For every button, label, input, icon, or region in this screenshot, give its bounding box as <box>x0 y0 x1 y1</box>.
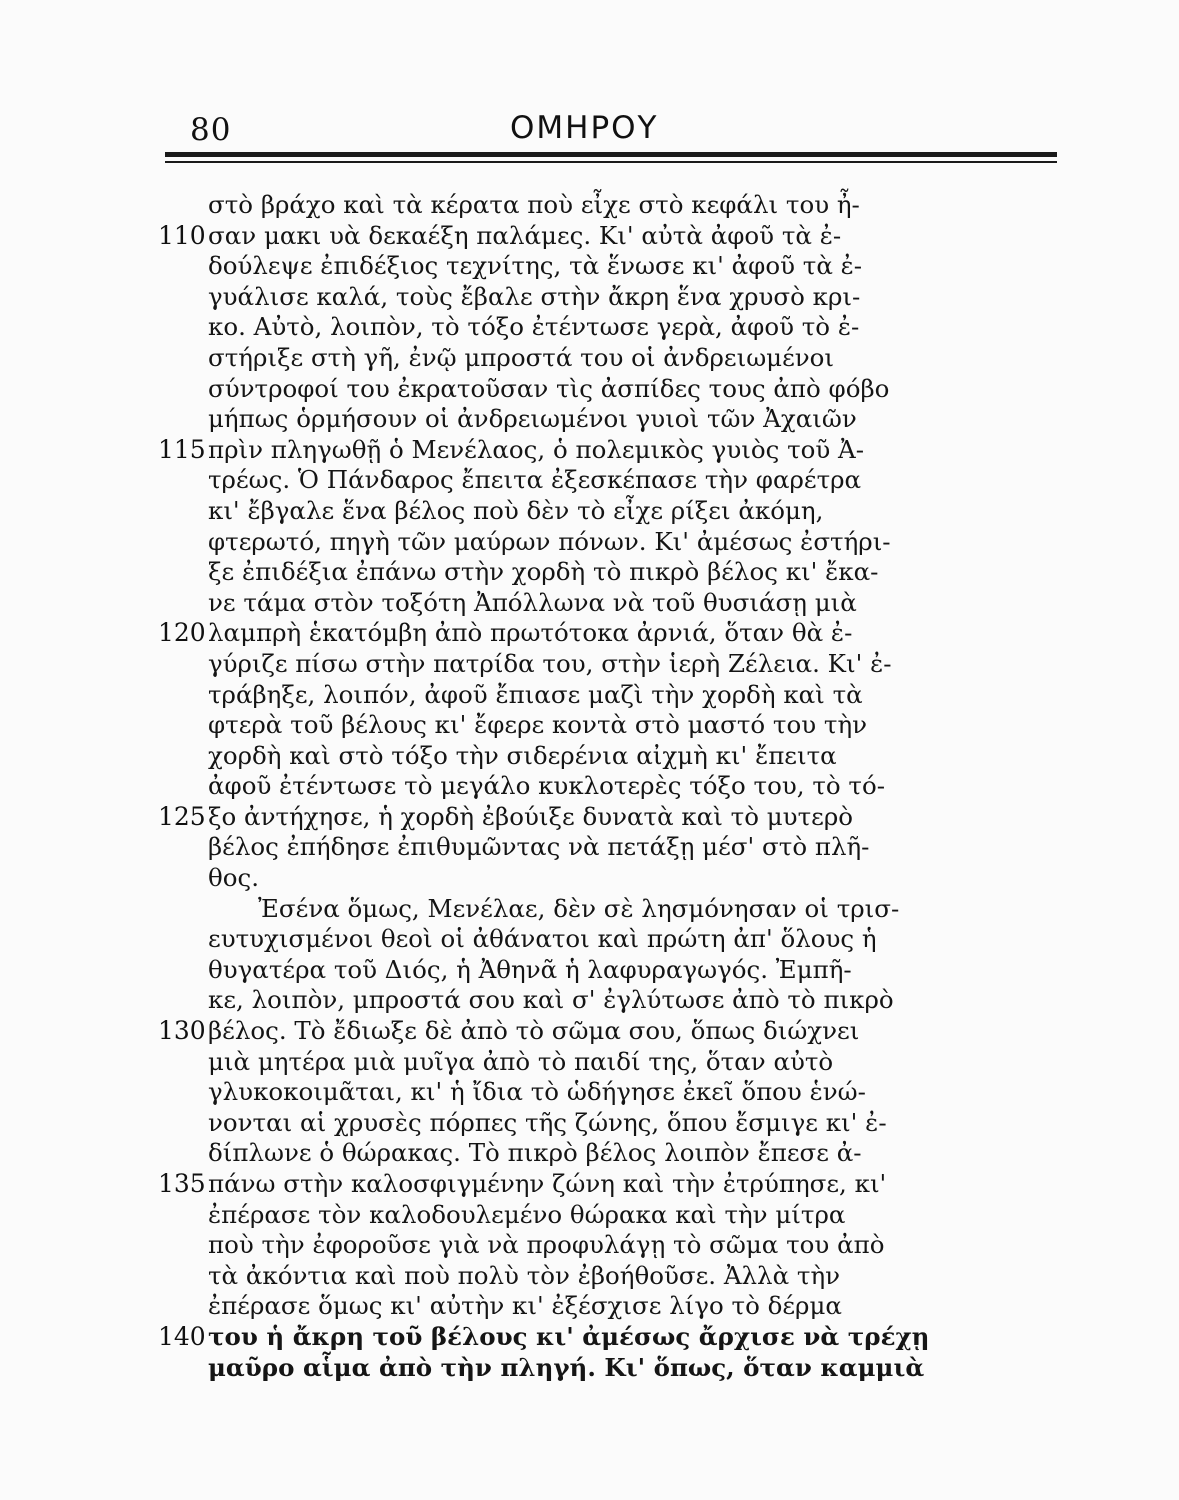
text-line <box>150 1138 1050 1169</box>
text-line <box>150 1200 1050 1231</box>
line-text: τράβηξε, λοιπόν, ἀφοῦ ἔπιασε μαζὶ τὴν χορδὴ καὶ τὰ <box>208 679 863 709</box>
line-text: Ἐσένα ὅμως, Μενέλαε, δὲν σὲ λησμόνησαν οἱ τρισ- <box>258 893 900 923</box>
line-text: τρέως. Ὁ Πάνδαρος ἔπειτα ἐξεσκέπασε τὴν φαρέτρα <box>208 465 862 495</box>
line-number: 135 <box>158 1169 206 1198</box>
line-text: βέλος. Τὸ ἔδιωξε δὲ ἀπὸ τὸ σῶμα σου, ὅπως διώχνει <box>208 1016 860 1046</box>
line-text: ευτυχισμένοι θεοὶ οἱ ἀθάνατοι καὶ πρώτη ἀπ' ὅλους ἡ <box>208 924 877 954</box>
text-line <box>150 985 1050 1016</box>
text-line <box>150 1261 1050 1292</box>
text-line <box>150 190 1050 221</box>
text-line <box>150 343 1050 374</box>
text-line <box>150 832 1050 863</box>
text-line <box>150 1353 1050 1384</box>
text-line <box>150 557 1050 588</box>
line-text: πάνω στὴν καλοσφιγμένην ζώνη καὶ τὴν ἐτρύπησε, κι' <box>208 1169 887 1198</box>
running-title: ΟΜΗΡΟΥ <box>510 110 659 146</box>
header-rule-thick <box>165 152 1057 157</box>
line-number: 125 <box>158 801 206 831</box>
text-line <box>150 404 1050 435</box>
line-text: φτερωτό, πηγὴ τῶν μαύρων πόνων. Κι' ἀμέσως ἐστήρι- <box>208 526 891 556</box>
line-number: 120 <box>158 618 206 648</box>
line-text: ξο ἀντήχησε, ἡ χορδὴ ἐβούιξε δυνατὰ καὶ τὸ μυτερὸ <box>208 801 853 831</box>
line-text: του ἡ ἄκρη τοῦ βέλους κι' ἀμέσως ἄρχισε νὰ τρέχῃ <box>208 1321 930 1351</box>
text-line <box>150 282 1050 313</box>
line-text: ἀφοῦ ἐτέντωσε τὸ μεγάλο κυκλοτερὲς τόξο του, τὸ τό- <box>208 771 886 801</box>
text-line <box>150 1291 1050 1322</box>
text-line <box>150 374 1050 405</box>
text-line <box>150 312 1050 343</box>
line-text: θυγατέρα τοῦ Διός, ἡ Ἀθηνᾶ ἡ λαφυραγωγός. Ἐμπῆ- <box>208 954 852 984</box>
text-line <box>150 435 1050 466</box>
text-line <box>150 771 1050 802</box>
line-number: 110 <box>158 220 206 250</box>
text-line <box>150 1230 1050 1261</box>
line-text: κο. Αὐτὸ, λοιπὸν, τὸ τόξο ἐτέντωσε γερὰ, ἀφοῦ τὸ ἐ- <box>208 312 860 342</box>
text-line <box>150 588 1050 619</box>
text-line <box>150 863 1050 894</box>
text-line <box>150 894 1050 925</box>
text-line <box>150 1322 1050 1353</box>
line-text: μαῦρο αἷμα ἀπὸ τὴν πληγή. Κι' ὅπως, ὅταν καμμιὰ <box>208 1352 925 1382</box>
line-text: πρὶν πληγωθῇ ὁ Μενέλαος, ὁ πολεμικὸς γυιὸς τοῦ Ἀ- <box>208 434 865 464</box>
line-text: στὸ βράχο καὶ τὰ κέρατα ποὺ εἶχε στὸ κεφάλι του ἦ- <box>208 190 860 219</box>
line-number: 140 <box>158 1321 206 1351</box>
text-line <box>150 496 1050 527</box>
line-text: μιὰ μητέρα μιὰ μυῖγα ἀπὸ τὸ παιδί της, ὅταν αὐτὸ <box>208 1046 834 1076</box>
line-text: θος. <box>208 863 260 893</box>
text-line <box>150 1077 1050 1108</box>
line-text: γυάλισε καλά, τοὺς ἔβαλε στὴν ἄκρη ἕνα χρυσὸ κρι- <box>208 281 861 311</box>
text-line <box>150 802 1050 833</box>
text-line <box>150 1169 1050 1200</box>
verse-text-block <box>150 190 1050 1383</box>
line-text: φτερὰ τοῦ βέλους κι' ἔφερε κοντὰ στὸ μαστό του τὴν <box>208 710 868 740</box>
line-text: κε, λοιπὸν, μπροστά σου καὶ σ' ἐγλύτωσε ἀπὸ τὸ πικρὸ <box>208 985 894 1015</box>
line-text: κι' ἔβγαλε ἕνα βέλος ποὺ δὲν τὸ εἶχε ρίξει ἀκόμη, <box>208 495 824 525</box>
text-line <box>150 741 1050 772</box>
text-line <box>150 649 1050 680</box>
line-text: σαν μακι υὰ δεκαέξη παλάμες. Κι' αὐτὰ ἀφοῦ τὰ ἐ- <box>208 220 842 250</box>
text-line <box>150 465 1050 496</box>
line-text: δούλεψε ἐπιδέξιος τεχνίτης, τὰ ἕνωσε κι' ἀφοῦ τὰ ἐ- <box>208 251 863 281</box>
line-text: δίπλωνε ὁ θώρακας. Τὸ πικρὸ βέλος λοιπὸν ἔπεσε ἀ- <box>208 1138 862 1168</box>
line-number: 130 <box>158 1016 206 1046</box>
line-text: στήριξε στὴ γῆ, ἐνῷ μπροστά του οἱ ἀνδρειωμένοι <box>208 342 835 372</box>
line-text: χορδὴ καὶ στὸ τόξο τὴν σιδερένια αἰχμὴ κι' ἔπειτα <box>208 740 837 770</box>
line-text: ποὺ τὴν ἐφοροῦσε γιὰ νὰ προφυλάγῃ τὸ σῶμα του ἀπὸ <box>208 1230 885 1260</box>
page-header <box>160 108 1060 158</box>
text-line <box>150 680 1050 711</box>
text-line <box>150 618 1050 649</box>
line-text: βέλος ἐπήδησε ἐπιθυμῶντας νὰ πετάξῃ μέσ' στὸ πλῆ- <box>208 832 870 862</box>
line-text: λαμπρὴ ἑκατόμβη ἀπὸ πρωτότοκα ἀρνιά, ὅταν θὰ ἐ- <box>208 618 853 648</box>
page-number: 80 <box>190 112 232 148</box>
line-text: ξε ἐπιδέξια ἐπάνω στὴν χορδὴ τὸ πικρὸ βέλος κι' ἔκα- <box>208 557 879 587</box>
text-line <box>150 955 1050 986</box>
line-text: γλυκοκοιμᾶται, κι' ἡ ἴδια τὸ ὡδήγησε ἐκεῖ ὅπου ἑνώ- <box>208 1077 866 1107</box>
line-text: νονται αἱ χρυσὲς πόρπες τῆς ζώνης, ὅπου ἔσμιγε κι' ἐ- <box>208 1107 887 1137</box>
text-line <box>150 1047 1050 1078</box>
line-text: νε τάμα στὸν τοξότη Ἀπόλλωνα νὰ τοῦ θυσιάσῃ μιὰ <box>208 587 857 617</box>
line-number: 115 <box>158 434 206 464</box>
text-line <box>150 924 1050 955</box>
line-text: μήπως ὁρμήσουν οἱ ἀνδρειωμένοι γυιοὶ τῶν Ἀχαιῶν <box>208 404 857 434</box>
text-line <box>150 1016 1050 1047</box>
text-line <box>150 221 1050 252</box>
line-text: ἐπέρασε τὸν καλοδουλεμένο θώρακα καὶ τὴν μίτρα <box>208 1199 846 1229</box>
line-text: σύντροφοί του ἐκρατοῦσαν τὶς ἀσπίδες τους ἀπὸ φόβο <box>208 373 890 403</box>
text-line <box>150 251 1050 282</box>
header-rule-thin <box>165 161 1057 163</box>
line-text: ἐπέρασε ὅμως κι' αὐτὴν κι' ἐξέσχισε λίγο τὸ δέρμα <box>208 1291 842 1321</box>
text-line <box>150 527 1050 558</box>
line-text: γύριζε πίσω στὴν πατρίδα του, στὴν ἱερὴ Ζέλεια. Κι' ἐ- <box>208 648 892 678</box>
line-text: τὰ ἀκόντια καὶ ποὺ πολὺ τὸν ἐβοήθοῦσε. Ἀλλὰ τὴν <box>208 1260 841 1290</box>
text-line <box>150 1108 1050 1139</box>
text-line <box>150 710 1050 741</box>
